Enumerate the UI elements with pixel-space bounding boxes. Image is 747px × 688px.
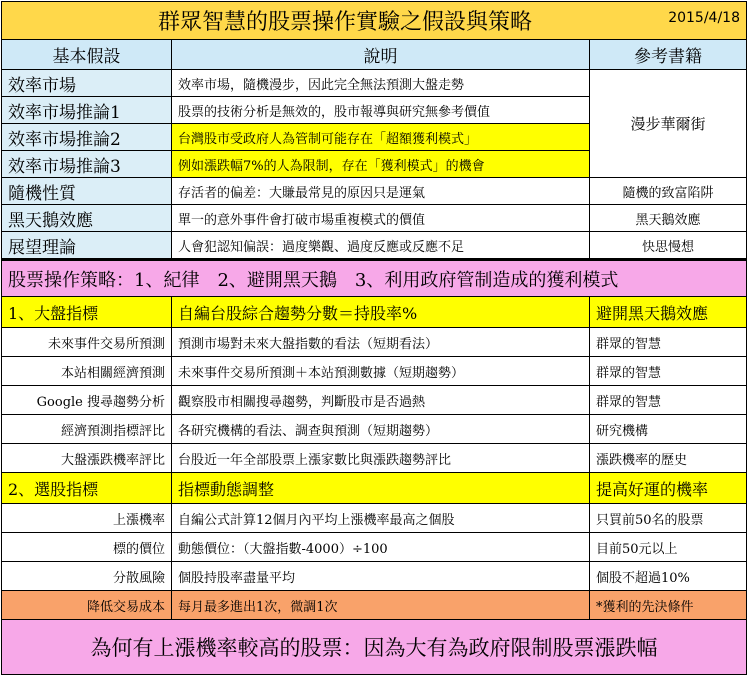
indicator-name: 大盤漲跌機率評比 bbox=[2, 444, 172, 473]
indicator-desc: 預測市場對未來大盤指數的看法（短期看法） bbox=[172, 328, 590, 357]
header-row bbox=[2, 40, 747, 70]
indicator-desc: 各研究機構的看法、調查與預測（短期趨勢） bbox=[172, 415, 590, 444]
indicator-row bbox=[2, 357, 747, 386]
cost-row bbox=[2, 591, 747, 620]
indicator-name: 分散風險 bbox=[2, 562, 172, 591]
cost-note: *獲利的先決條件 bbox=[590, 591, 747, 620]
indicator-note: 群眾的智慧 bbox=[590, 328, 747, 357]
cost-name: 降低交易成本 bbox=[2, 591, 172, 620]
indicator-desc: 自編公式計算12個月內平均上漲機率最高之個股 bbox=[172, 504, 590, 533]
indicator-note: 漲跌機率的歷史 bbox=[590, 444, 747, 473]
page-title: 群眾智慧的股票操作實驗之假設與策略 bbox=[158, 10, 533, 35]
assumption-desc: 例如漲跌幅7%的人為限制，存在「獲利模式」的機會 bbox=[172, 151, 590, 178]
assumption-name: 效率市場推論1 bbox=[2, 97, 172, 124]
indicator-note: 群眾的智慧 bbox=[590, 386, 747, 415]
section-desc: 自編台股綜合趨勢分數＝持股率% bbox=[172, 297, 590, 328]
assumption-name: 隨機性質 bbox=[2, 178, 172, 205]
indicator-row bbox=[2, 415, 747, 444]
indicator-desc: 未來事件交易所預測＋本站預測數據（短期趨勢） bbox=[172, 357, 590, 386]
indicator-desc: 台股近一年全部股票上漲家數比與漲跌趨勢評比 bbox=[172, 444, 590, 473]
indicator-name: 經濟預測指標評比 bbox=[2, 415, 172, 444]
footer-banner: 為何有上漲機率較高的股票：因為大有為政府限制股票漲跌幅 bbox=[2, 620, 747, 675]
indicator-note: 研究機構 bbox=[590, 415, 747, 444]
assumption-desc: 存活者的偏差：大賺最常見的原因只是運氣 bbox=[172, 178, 590, 205]
indicator-row bbox=[2, 504, 747, 533]
strategy-table bbox=[1, 1, 747, 675]
assumption-book: 黑天鵝效應 bbox=[590, 205, 747, 232]
title-row bbox=[2, 2, 747, 40]
indicator-name: Google 搜尋趨勢分析 bbox=[2, 386, 172, 415]
assumption-desc: 效率市場，隨機漫步，因此完全無法預測大盤走勢 bbox=[172, 70, 590, 97]
section-note: 提高好運的機率 bbox=[590, 473, 747, 504]
section-title: 2、選股指標 bbox=[2, 473, 172, 504]
indicator-row bbox=[2, 533, 747, 562]
indicator-desc: 個股持股率盡量平均 bbox=[172, 562, 590, 591]
header-desc: 說明 bbox=[172, 40, 590, 70]
indicator-row bbox=[2, 444, 747, 473]
section-header-row bbox=[2, 297, 747, 328]
indicator-desc: 觀察股市相關搜尋趨勢，判斷股市是否過熱 bbox=[172, 386, 590, 415]
indicator-name: 未來事件交易所預測 bbox=[2, 328, 172, 357]
assumption-name: 黑天鵝效應 bbox=[2, 205, 172, 232]
assumption-row bbox=[2, 205, 747, 232]
assumption-name: 效率市場推論3 bbox=[2, 151, 172, 178]
footer-row bbox=[2, 620, 747, 675]
indicator-note: 群眾的智慧 bbox=[590, 357, 747, 386]
section-desc: 指標動態調整 bbox=[172, 473, 590, 504]
cost-desc: 每月最多進出1次，微調1次 bbox=[172, 591, 590, 620]
indicator-row bbox=[2, 328, 747, 357]
assumption-book: 快思慢想 bbox=[590, 232, 747, 260]
assumption-name: 展望理論 bbox=[2, 232, 172, 260]
indicator-desc: 動態價位：（大盤指數-4000）÷100 bbox=[172, 533, 590, 562]
indicator-name: 標的價位 bbox=[2, 533, 172, 562]
header-books: 參考書籍 bbox=[590, 40, 747, 70]
section-title: 1、大盤指標 bbox=[2, 297, 172, 328]
assumption-desc: 單一的意外事件會打破市場重複模式的價值 bbox=[172, 205, 590, 232]
assumption-desc: 股票的技術分析是無效的，股市報導與研究無參考價值 bbox=[172, 97, 590, 124]
indicator-name: 上漲機率 bbox=[2, 504, 172, 533]
indicator-row bbox=[2, 562, 747, 591]
indicator-note: 個股不超過10% bbox=[590, 562, 747, 591]
indicator-row bbox=[2, 386, 747, 415]
assumption-row bbox=[2, 70, 747, 97]
assumption-desc: 台灣股市受政府人為管制可能存在「超額獲利模式」 bbox=[172, 124, 590, 151]
indicator-note: 只買前50名的股票 bbox=[590, 504, 747, 533]
header-basic: 基本假設 bbox=[2, 40, 172, 70]
strategy-banner: 股票操作策略：1、紀律 2、避開黑天鵝 3、利用政府管制造成的獲利模式 bbox=[2, 260, 747, 297]
date-label: 2015/4/18 bbox=[668, 10, 740, 26]
section-header-row bbox=[2, 473, 747, 504]
book-efficient: 漫步華爾街 bbox=[590, 70, 747, 178]
assumption-name: 效率市場推論2 bbox=[2, 124, 172, 151]
strategy-row bbox=[2, 260, 747, 297]
indicator-name: 本站相關經濟預測 bbox=[2, 357, 172, 386]
assumption-row bbox=[2, 232, 747, 260]
assumption-book: 隨機的致富陷阱 bbox=[590, 178, 747, 205]
indicator-note: 目前50元以上 bbox=[590, 533, 747, 562]
assumption-row bbox=[2, 178, 747, 205]
section-note: 避開黑天鵝效應 bbox=[590, 297, 747, 328]
assumption-name: 效率市場 bbox=[2, 70, 172, 97]
assumption-desc: 人會犯認知偏誤：過度樂觀、過度反應或反應不足 bbox=[172, 232, 590, 260]
